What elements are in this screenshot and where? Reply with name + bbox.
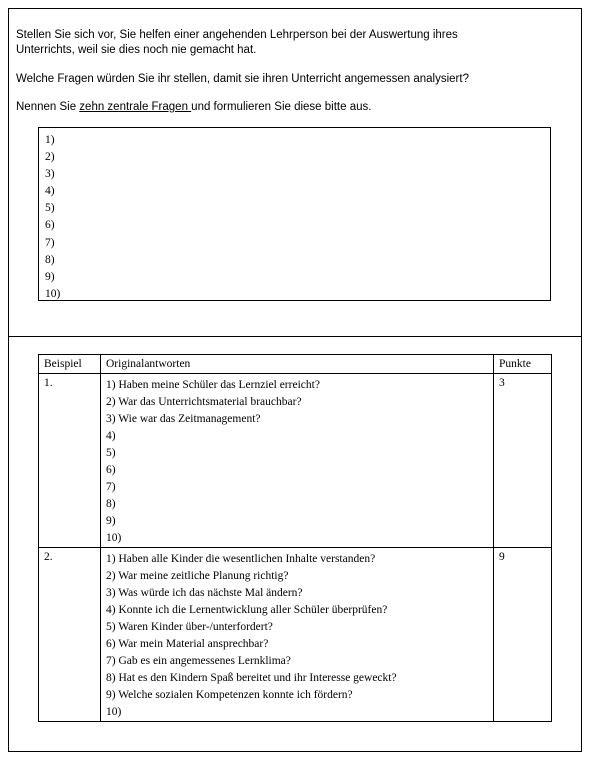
answer-line: 9) — [45, 270, 55, 283]
answer-item: 7) — [106, 481, 116, 493]
answer-item: 8) Hat es den Kindern Spaß bereitet und ihr Interesse geweckt? — [106, 672, 397, 684]
answer-line: 4) — [45, 185, 55, 198]
header-example: Beispiel — [39, 355, 101, 374]
prompt-line-1: Stellen Sie sich vor, Sie helfen einer angehenden Lehrperson bei der Auswertung ihres — [16, 29, 458, 41]
answer-line: 10) — [45, 287, 61, 300]
points-value: 3 — [494, 374, 552, 548]
answer-item: 3) Wie war das Zeitmanagement? — [106, 413, 261, 425]
header-points: Punkte — [494, 355, 552, 374]
answer-item: 6) — [106, 464, 116, 476]
answer-item: 5) Waren Kinder über-/unterfordert? — [106, 621, 273, 633]
answer-line: 2) — [45, 151, 55, 164]
answer-item: 9) — [106, 515, 116, 527]
prompt-paragraph-2: Welche Fragen würden Sie ihr stellen, damit sie ihren Unterricht angemessen analysiert? — [16, 73, 469, 85]
header-answers: Originalantworten — [101, 355, 494, 374]
answer-item: 9) Welche sozialen Kompetenzen konnte ich fördern? — [106, 689, 353, 701]
prompt-line-3-post: und formulieren Sie diese bitte aus. — [191, 101, 372, 113]
answer-item: 3) Was würde ich das nächste Mal ändern? — [106, 587, 303, 599]
example-number: 2. — [39, 548, 101, 722]
prompt-paragraph-1 — [16, 28, 556, 58]
answer-item: 1) Haben alle Kinder die wesentlichen Inhalte verstanden? — [106, 553, 376, 565]
answers-cell — [101, 548, 494, 722]
section-divider — [9, 336, 581, 337]
example-number: 1. — [39, 374, 101, 548]
prompt-paragraph-3 — [16, 100, 556, 115]
answer-item: 8) — [106, 498, 116, 510]
answer-item: 4) — [106, 430, 116, 442]
answer-item: 6) War mein Material ansprechbar? — [106, 638, 269, 650]
examples-table — [38, 354, 552, 722]
prompt-line-1b: Unterrichts, weil sie dies noch nie gemacht hat. — [16, 44, 257, 56]
answer-item: 10) — [106, 532, 122, 544]
answer-line: 3) — [45, 168, 55, 181]
points-value: 9 — [494, 548, 552, 722]
table-row — [39, 548, 552, 722]
answer-line: 5) — [45, 202, 55, 215]
task-prompt — [16, 28, 556, 115]
prompt-line-3-pre: Nennen Sie — [16, 101, 80, 113]
answer-box — [38, 127, 551, 301]
table-row — [39, 374, 552, 548]
table-header-row — [39, 355, 552, 374]
answer-line: 6) — [45, 219, 55, 232]
prompt-emphasis: zehn zentrale Fragen — [79, 101, 192, 113]
answer-item: 5) — [106, 447, 116, 459]
answer-item: 10) — [106, 706, 122, 718]
answer-line: 7) — [45, 236, 55, 249]
page-frame — [8, 8, 582, 752]
answers-cell — [101, 374, 494, 548]
answer-line: 1) — [45, 134, 55, 146]
answer-item: 7) Gab es ein angemessenes Lernklima? — [106, 655, 291, 667]
answer-item: 2) War das Unterrichtsmaterial brauchbar? — [106, 396, 302, 408]
answer-item: 4) Konnte ich die Lernentwicklung aller Schüler überprüfen? — [106, 604, 388, 616]
answer-item: 2) War meine zeitliche Planung richtig? — [106, 570, 289, 582]
answer-line: 8) — [45, 253, 55, 266]
answer-item: 1) Haben meine Schüler das Lernziel erreicht? — [106, 379, 320, 391]
